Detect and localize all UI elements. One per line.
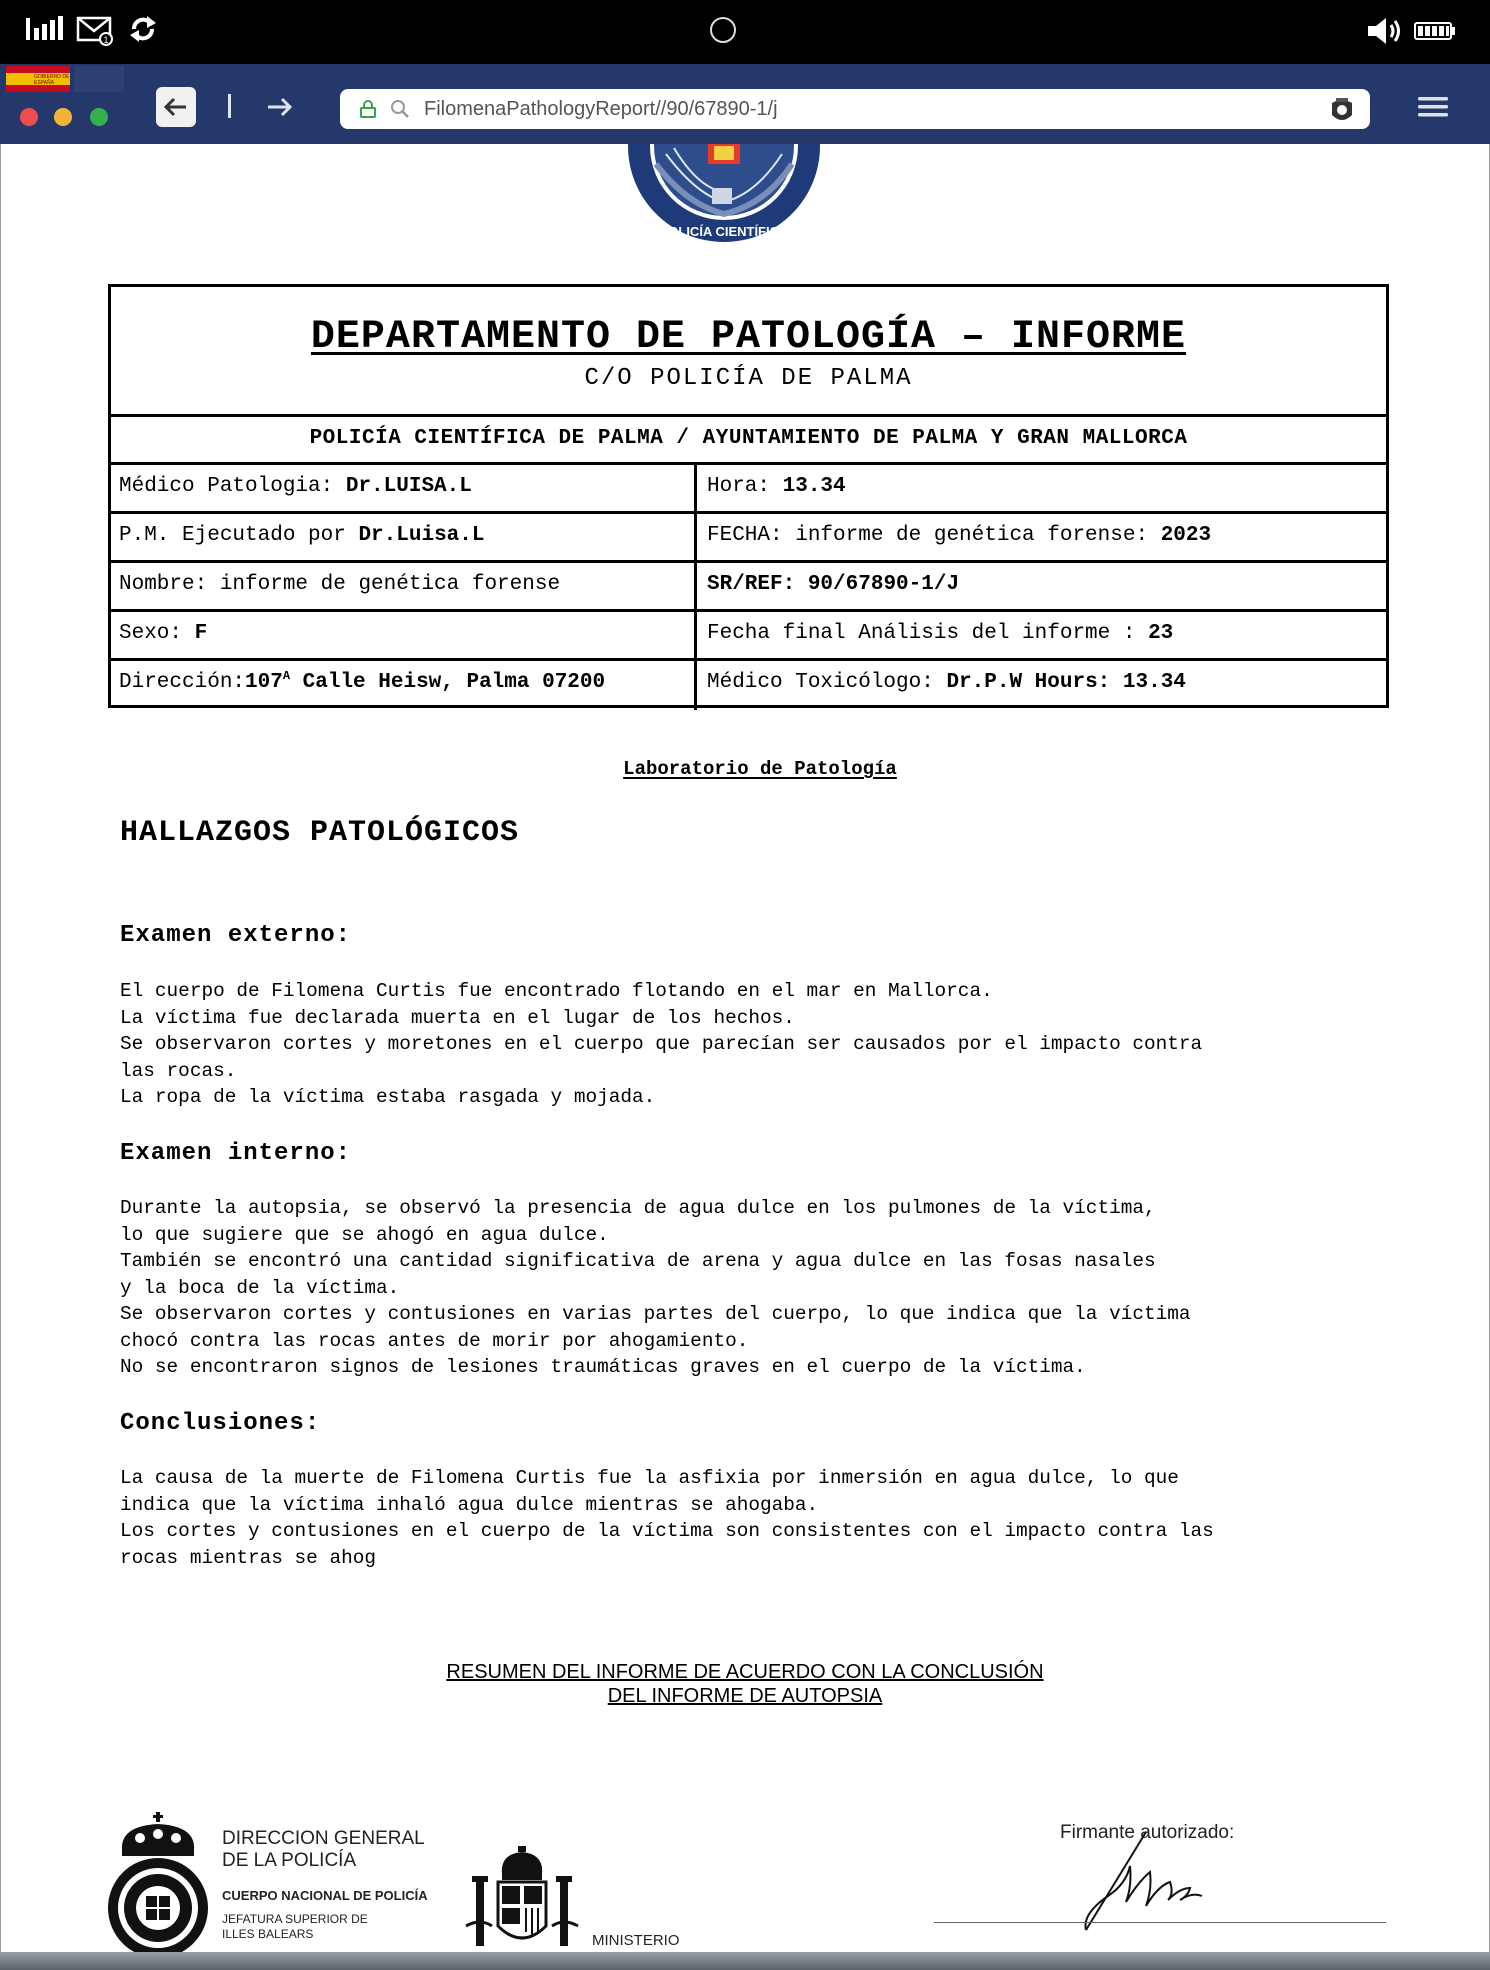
final-date-label: Fecha final Análisis del informe : xyxy=(707,622,1149,645)
mail-notification-icon xyxy=(76,14,116,46)
close-window-button[interactable] xyxy=(20,108,38,126)
browser-toolbar xyxy=(0,64,1490,144)
internal-exam-heading: Examen interno: xyxy=(120,1140,352,1167)
hour-cell xyxy=(697,465,1386,511)
executed-by-value: Dr.Luisa.L xyxy=(358,524,485,547)
government-flags xyxy=(6,66,126,94)
header-row-1 xyxy=(111,465,1386,514)
summary-note xyxy=(380,1660,1110,1708)
header-row-2 xyxy=(111,514,1386,563)
home-indicator-icon[interactable] xyxy=(710,17,736,43)
header-row-3 xyxy=(111,563,1386,612)
search-icon xyxy=(390,99,410,119)
spain-flag-icon xyxy=(6,66,70,92)
policia-cientifica-logo xyxy=(626,144,822,244)
hour-label: Hora: xyxy=(707,475,783,498)
jefatura-line-2: ILLES BALEARS xyxy=(222,1927,314,1941)
conclusions-heading: Conclusiones: xyxy=(120,1410,321,1437)
dgp-line-2: DE LA POLICÍA xyxy=(222,1850,357,1871)
executed-by-label: P.M. Ejecutado por xyxy=(119,524,359,547)
findings-heading: HALLAZGOS PATOLÓGICOS xyxy=(120,816,520,850)
date-value: 2023 xyxy=(1160,524,1212,547)
report-header-table xyxy=(108,284,1389,708)
minimize-window-button[interactable] xyxy=(54,108,72,126)
toxicologist-value: Dr.P.W Hours: 13.34 xyxy=(946,671,1186,694)
sync-icon xyxy=(126,12,160,46)
sex-label: Sexo: xyxy=(119,622,195,645)
final-date-cell xyxy=(697,612,1386,658)
lab-title: Laboratorio de Patología xyxy=(623,758,897,780)
header-row-5 xyxy=(111,661,1386,710)
address-number: 107 xyxy=(245,671,283,694)
pathologist-cell xyxy=(111,465,697,511)
signature-line xyxy=(934,1922,1386,1923)
address-bar[interactable] xyxy=(340,89,1370,129)
pathologist-label: Médico Patologia: xyxy=(119,475,346,498)
summary-line-2: DEL INFORME DE AUTOPSIA xyxy=(607,1685,883,1707)
logo-ring-text: POLICÍA CIENTÍFICA xyxy=(659,224,789,239)
organization-line: POLICÍA CIENTÍFICA DE PALMA / AYUNTAMIENTO DE PALMA Y GRAN MALLORCA xyxy=(111,417,1386,465)
reference-label: SR/REF: xyxy=(707,573,808,596)
battery-icon xyxy=(1414,21,1456,41)
maximize-window-button[interactable] xyxy=(90,108,108,126)
cnp-label: CUERPO NACIONAL DE POLICÍA xyxy=(222,1888,428,1903)
police-badge-icon[interactable] xyxy=(1328,95,1356,125)
dgp-title xyxy=(222,1828,425,1872)
handwritten-signature xyxy=(1080,1830,1260,1934)
authorized-signer-label: Firmante autorizado: xyxy=(1060,1822,1235,1843)
executed-by-cell xyxy=(111,514,697,560)
report-title xyxy=(111,315,1386,360)
policia-crest-icon xyxy=(100,1812,216,1956)
toolbar-divider xyxy=(228,94,231,118)
dgp-line-1: DIRECCION GENERAL xyxy=(222,1828,425,1849)
lock-icon xyxy=(360,100,376,118)
report-title-cell xyxy=(111,287,1386,417)
flag-caption: GOBIERNO DE ESPAÑA xyxy=(34,74,70,86)
spain-coat-of-arms-icon xyxy=(462,1846,582,1954)
hamburger-menu-icon[interactable] xyxy=(1418,95,1448,119)
back-button[interactable] xyxy=(156,87,196,127)
svg-text:1: 1 xyxy=(103,35,109,45)
arrow-left-icon xyxy=(156,87,196,127)
toxicologist-label: Médico Toxicólogo: xyxy=(707,671,947,694)
bottom-bar xyxy=(0,1952,1490,1970)
date-label: FECHA: informe de genética forense: xyxy=(707,524,1161,547)
url-text[interactable]: FilomenaPathologyReport//90/67890-1/j xyxy=(424,98,778,120)
sex-cell xyxy=(111,612,697,658)
final-date-value: 23 xyxy=(1148,622,1174,645)
address-label: Dirección: xyxy=(119,671,246,694)
toxicologist-cell xyxy=(697,661,1386,710)
address-cell xyxy=(111,661,697,710)
reference-cell xyxy=(697,563,1386,609)
jefatura-label xyxy=(222,1912,368,1942)
report-subtitle: C/O POLICÍA DE PALMA xyxy=(584,365,913,392)
policia-badge-icon xyxy=(74,66,124,92)
status-bar xyxy=(0,0,1490,64)
pathologist-value: Dr.LUISA.L xyxy=(345,475,472,498)
internal-exam-text: Durante la autopsia, se observó la presencia de agua dulce en los pulmones de la víctima, lo que sugiere que se ahogó en agua dulce. También se encontró una cantidad significativa de arena y agua dulce en las fosas nasales y la boca de la víctima. Se observaron cortes y contusiones en varias partes del cuerpo, lo que indica que la víctima chocó contra las rocas antes de morir por ahogamiento. No se encontraron signos de lesiones traumáticas graves en el cuerpo de la víctima. xyxy=(120,1197,1191,1378)
name-cell: Nombre: informe de genética forense xyxy=(111,563,697,609)
signal-icon xyxy=(26,14,66,44)
jefatura-line-1: JEFATURA SUPERIOR DE xyxy=(222,1912,368,1926)
sex-value: F xyxy=(194,622,208,645)
external-exam-heading: Examen externo: xyxy=(120,922,352,949)
header-row-4 xyxy=(111,612,1386,661)
address-value: Calle Heisw, Palma 07200 xyxy=(290,671,606,694)
hour-value: 13.34 xyxy=(782,475,846,498)
reference-value: 90/67890-1/J xyxy=(807,573,960,596)
volume-icon xyxy=(1366,14,1404,48)
address-superscript: A xyxy=(282,669,291,683)
conclusions-text: La causa de la muerte de Filomena Curtis fue la asfixia por inmersión en agua dulce, lo que indica que la víctima inhaló agua dulce mientras se ahogaba. Los cortes y contusiones en el cuerpo de la víctima son consistentes con el impacto contra las rocas mientras se ahog xyxy=(120,1467,1214,1569)
forward-button[interactable] xyxy=(262,89,298,125)
external-exam-text: El cuerpo de Filomena Curtis fue encontrado flotando en el mar en Mallorca. La víctima fue declarada muerta en el lugar de los hechos. Se observaron cortes y moretones en el cuerpo que parecían ser causados por el impacto contra las rocas. La ropa de la víctima estaba rasgada y mojada. xyxy=(120,980,1203,1108)
summary-line-1: RESUMEN DEL INFORME DE ACUERDO CON LA CONCLUSIÓN xyxy=(446,1661,1044,1683)
report-title-text: DEPARTAMENTO DE PATOLOGÍA – INFORME xyxy=(310,315,1187,360)
date-cell xyxy=(697,514,1386,560)
ministry-label: MINISTERIO xyxy=(592,1932,680,1949)
